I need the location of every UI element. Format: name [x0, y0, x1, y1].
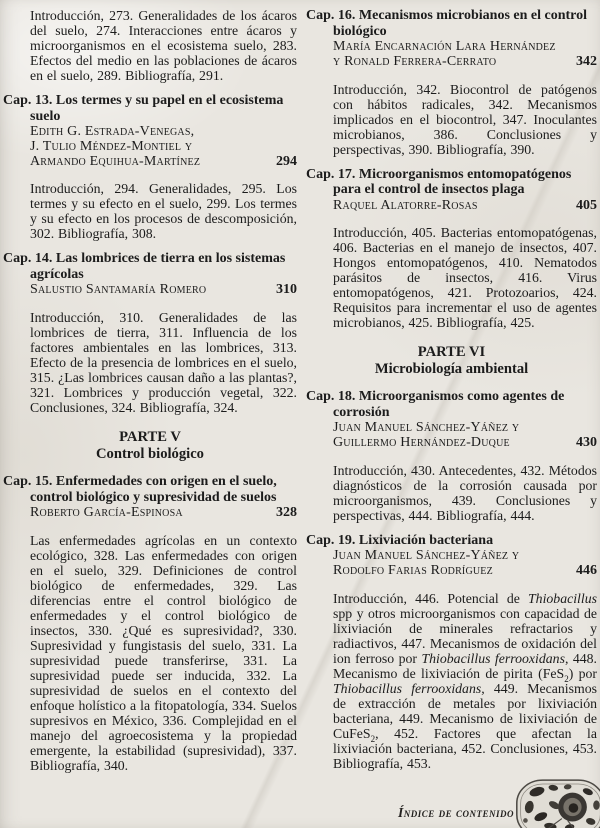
right-column: [306, 8, 597, 781]
chapter-heading: [3, 93, 297, 124]
author-line: Roberto García-Espinosa: [30, 505, 183, 521]
chapter-summary: Introducción, 430. Antecedentes, 432. Métodos diagnósticos de la corrosión causada por microorganismos, 439. Conclusiones y perspectivas, 444. Bibliografía, 444.: [333, 462, 597, 523]
cell-stamp-icon: [512, 776, 600, 828]
chapter-title: Los termes y su papel en el ecosistema suelo: [30, 93, 284, 124]
author-line: J. Tulio Méndez-Montiel y: [30, 138, 193, 154]
chapter-authors: [333, 40, 597, 70]
part-title: PARTE V: [119, 429, 181, 446]
author-line: Raquel Alatorre-Rosas: [333, 197, 478, 213]
chapter-19: [306, 533, 597, 771]
author-line: Juan Manuel Sánchez-Yáñez y: [333, 420, 520, 436]
author-line: Armando Equihua-Martínez: [30, 153, 201, 169]
part-title: PARTE VI: [417, 344, 486, 361]
chapter-label: Cap. 13.: [3, 93, 53, 108]
chapter-authors: [333, 199, 597, 214]
author-line: Salustio Santamaría Romero: [30, 282, 207, 298]
author-line: y Ronald Ferrera-Cerrato: [333, 53, 497, 69]
part-heading-v: [3, 429, 297, 462]
author-line: María Encarnación Lara Hernández: [333, 39, 556, 54]
chapter-16: [306, 8, 597, 157]
chapter-title: Microorganismos como agentes de corrosión: [333, 389, 565, 420]
chapter-label: Cap. 19.: [306, 532, 356, 548]
chapter-14: [3, 251, 297, 415]
chapter-18: [306, 389, 597, 523]
chapter-heading: [3, 251, 297, 282]
footer-label: Índice de contenido: [397, 805, 514, 820]
chapter-summary: Introducción, 446. Potencial de Thiobacillus spp y otros microorganismos con capacidad de lixiviación de minerales refractarios y radiactivos, 447. Mecanismos de oxidación del ion ferroso por Thiobacillus ferrooxidans, 448. Mecanismo de lixiviación de pirita (FeS$_2$) por Thiobacillus ferrooxidans, 449. Mecanismos de extracción de metales por lixiviación bacteriana, 449. Mecanismo de lixiviación de CuFeS$_2$, 452. Factores que afectan la lixiviación bacteriana, 452. Conclusiones, 453. Bibliografía, 453.: [333, 591, 597, 772]
author-line: Edith G. Estrada-Venegas,: [30, 124, 195, 139]
author-line: Rodolfo Farias Rodríguez: [333, 563, 493, 579]
chapter-label: Cap. 17.: [306, 166, 356, 182]
page-number: 294: [276, 153, 297, 169]
author-line: Juan Manuel Sánchez-Yáñez y: [333, 548, 520, 564]
chapter-summary: Introducción, 294. Generalidades, 295. Los termes y su efecto en el suelo, 299. Los termes y su efecto en los procesos de descomposición, 302. Bibliografía, 308.: [30, 181, 297, 242]
chapter-authors: [333, 421, 597, 451]
chapter-authors: [30, 125, 297, 169]
chapter-label: Cap. 18.: [306, 389, 356, 405]
part-subtitle: Microbiología ambiental: [374, 360, 529, 377]
left-column: [3, 8, 297, 783]
chapter-summary: Las enfermedades agrícolas en un contexto ecológico, 328. Las enfermedades con origen en el suelo, 329. Definiciones de control biológico de enfermedades, 329. Las diferencias entre el control biológico de enfermedades y el control biológico de insectos, 330. ¿Qué es supresividad?, 330. Supresividad y fungistasis del suelo, 331. La supresividad puede transferirse, 331. La supresividad puede ser inducida, 332. La supresividad de suelos en el contexto del enfoque holístico a la fitopatología, 334. Suelos supresivos en México, 336. Complejidad en el manejo del agroecosistema y la propiedad emergente, la estabilidad (supresividad), 337. Bibliografía, 340.: [30, 532, 297, 773]
part-subtitle: Control biológico: [96, 445, 204, 462]
chapter-title: Mecanismos microbianos en el control biológico: [333, 8, 588, 39]
chapter-summary: Introducción, 342. Biocontrol de patógenos con hábitos radicales, 342. Mecanismos implicados en el biocontrol, 347. Inoculantes microbianos, 386. Conclusiones y perspectivas, 390. Bibliografía, 390.: [333, 81, 597, 157]
page-number: 446: [576, 563, 597, 579]
chapter-heading: [3, 474, 297, 505]
chapter-heading: [306, 389, 597, 420]
chapter-heading: [306, 167, 597, 198]
chapter-title: Las lombrices de tierra en los sistemas agrícolas: [30, 251, 286, 282]
page-number: 405: [576, 197, 597, 213]
page-number: 310: [276, 282, 297, 298]
chapter-authors: [30, 283, 297, 298]
chapter-title: Enfermedades con origen en el suelo, control biológico y supresividad de suelos: [30, 474, 277, 505]
chapter-title: Microorganismos entomopatógenos para el control de insectos plaga: [333, 166, 572, 198]
page-number: 328: [276, 505, 297, 521]
chapter-title: Lixiviación bacteriana: [358, 532, 494, 548]
chapter-heading: [306, 8, 597, 39]
chapter-label: Cap. 15.: [3, 474, 53, 490]
part-heading-vi: [306, 344, 597, 377]
page-number: 430: [576, 435, 597, 451]
chapter-heading: [306, 533, 597, 549]
chapter-15: [3, 474, 297, 773]
chapter-summary-acaros: Introducción, 273. Generalidades de los ácaros del suelo, 274. Interacciones entre ácaros y microorganismos en el ecosistema suelo, 283. Efectos del medio en las poblaciones de ácaros en el suelo, 289. Bibliografía, 291.: [30, 8, 297, 83]
chapter-summary: Introducción, 405. Bacterias entomopatógenas, 406. Bacterias en el manejo de insectos, 407. Hongos entomopatógenos, 410. Nematodos parásitos de insectos, 416. Virus entomopatógenos, 421. Protozoarios, 424. Requisitos para incrementar el uso de agentes microbianos, 425. Bibliografía, 425.: [333, 225, 597, 331]
author-line: Guillermo Hernández-Duque: [333, 435, 510, 451]
page-number: 342: [576, 53, 597, 69]
chapter-13: [3, 93, 297, 241]
chapter-authors: [333, 549, 597, 579]
chapter-label: Cap. 14.: [3, 251, 53, 267]
chapter-17: [306, 167, 597, 331]
chapter-label: Cap. 16.: [306, 8, 356, 23]
chapter-authors: [30, 506, 297, 521]
chapter-summary: Introducción, 310. Generalidades de las lombrices de tierra, 311. Influencia de los factores ambientales en las lombrices, 313. Efecto de la presencia de lombrices en el suelo, 315. ¿Las lombrices causan daño a las plantas?, 321. Lombrices y producción vegetal, 322. Conclusiones, 324. Bibliografía, 324.: [30, 310, 297, 416]
